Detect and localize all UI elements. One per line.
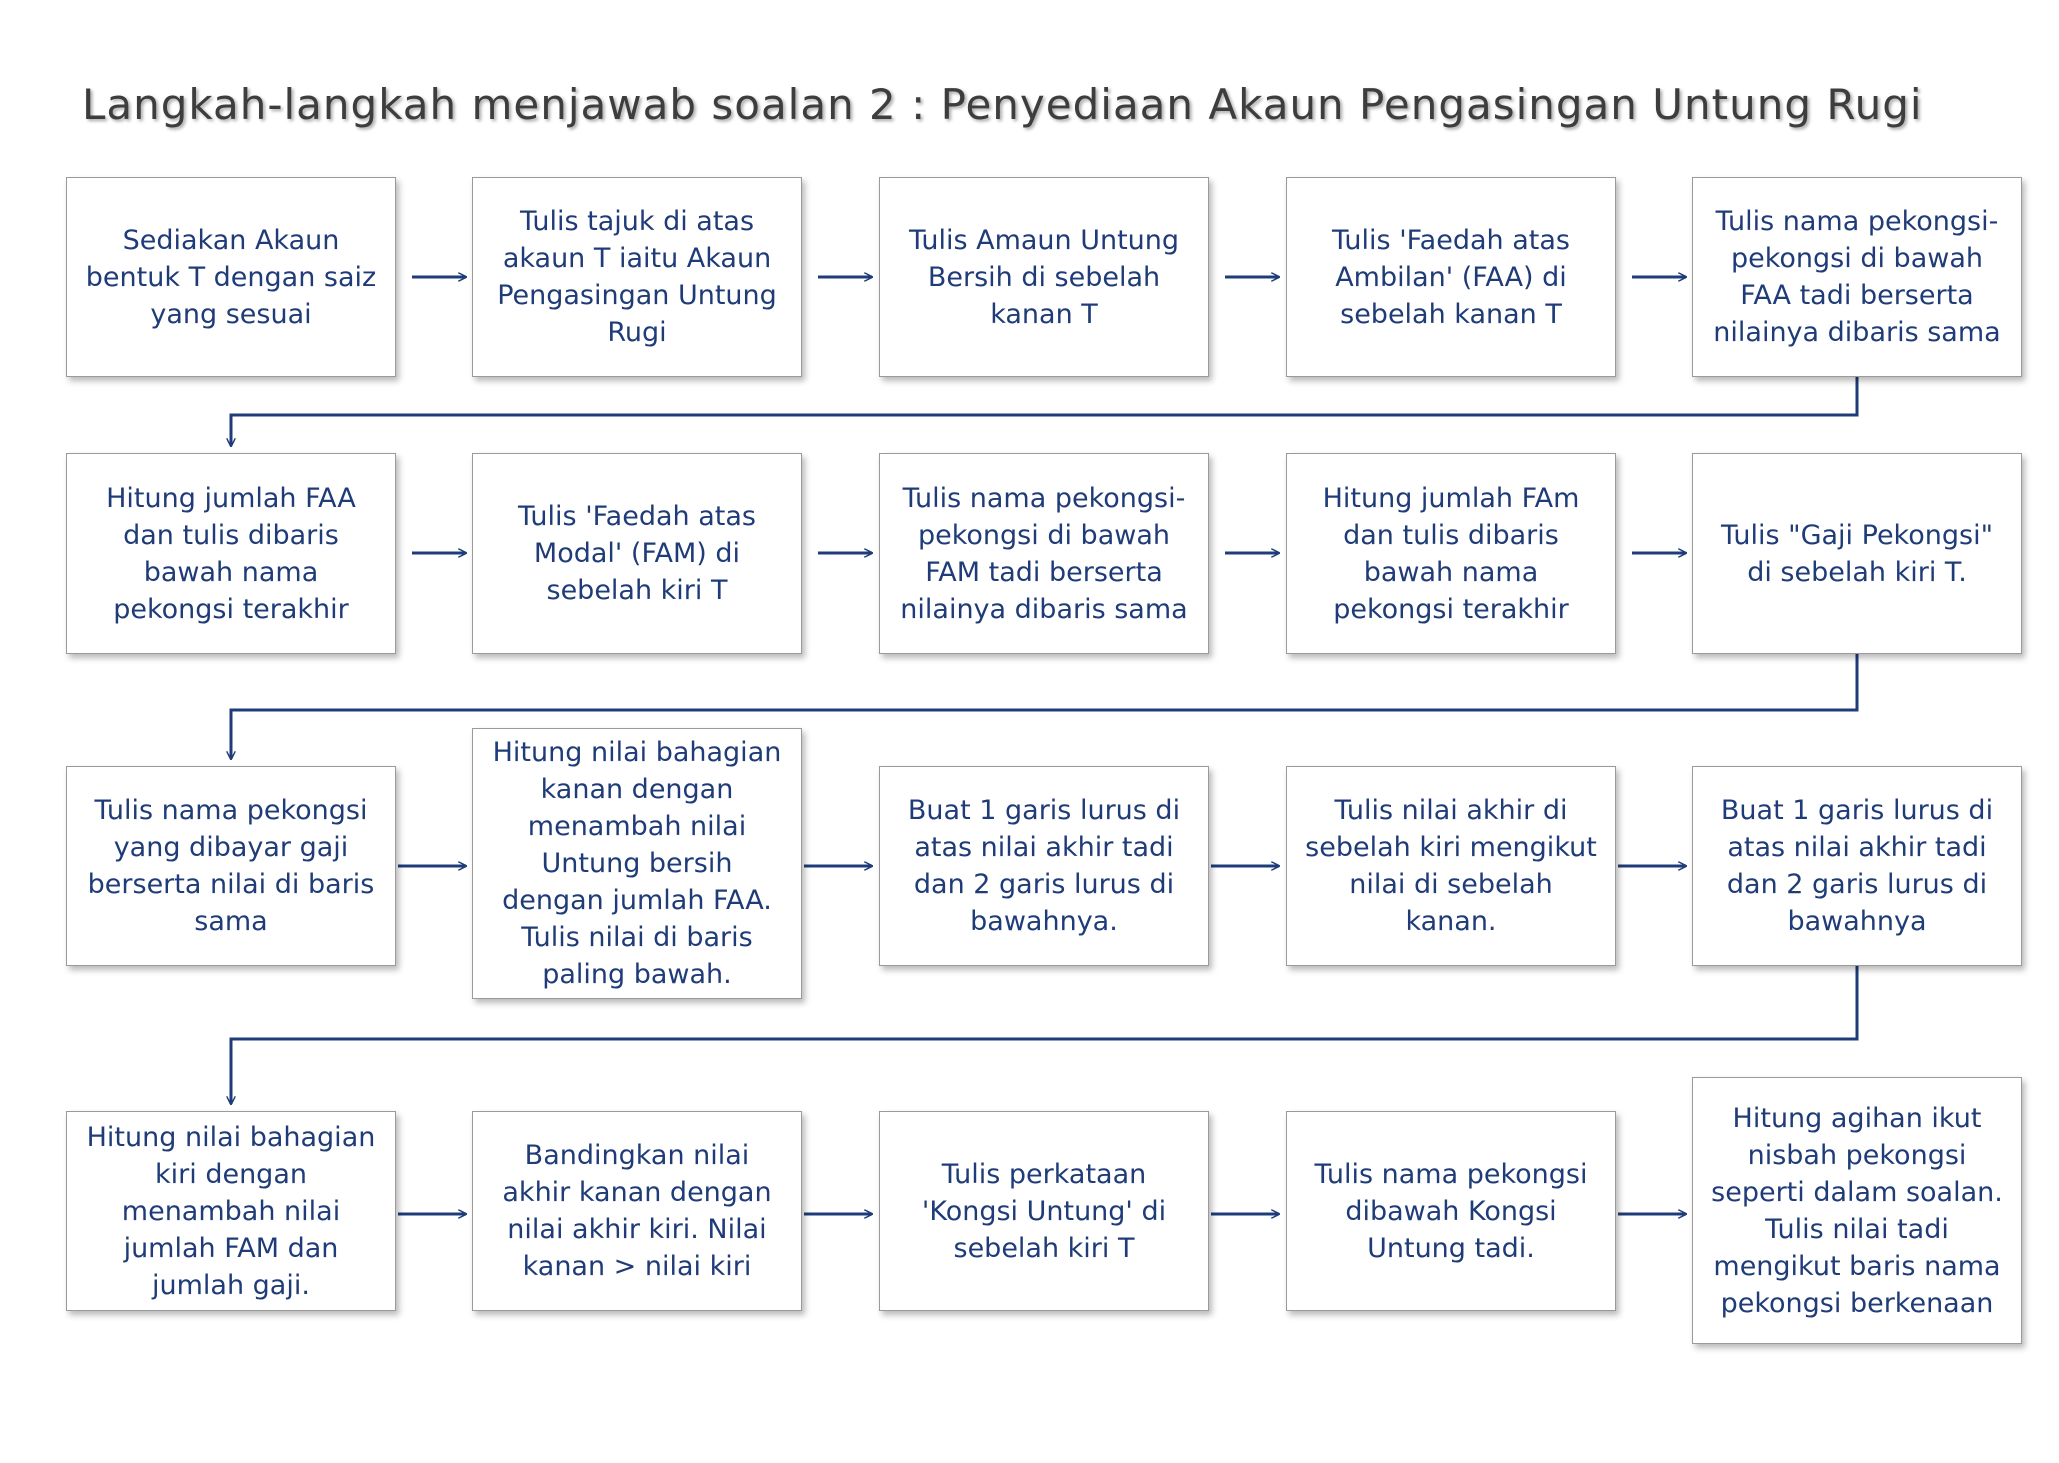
step-text: Tulis tajuk di atas akaun T iaitu Akaun Pengasingan Untung Rugi	[497, 206, 777, 348]
step-text: Hitung nilai bahagian kanan dengan menambah nilai Untung bersih dengan jumlah FAA. Tulis nilai di baris paling bawah.	[492, 737, 782, 990]
step-text: Tulis nilai akhir di sebelah kiri mengikut nilai di sebelah kanan.	[1305, 795, 1597, 937]
step-text: Tulis nama pekongsi yang dibayar gaji berserta nilai di baris sama	[87, 795, 375, 937]
step-box-17	[472, 1111, 802, 1311]
step-box-13	[879, 766, 1209, 966]
step-text: Sediakan Akaun bentuk T dengan saiz yang sesuai	[85, 224, 377, 330]
step-text: Buat 1 garis lurus di atas nilai akhir tadi dan 2 garis lurus di bawahnya.	[907, 795, 1181, 937]
step-text: Hitung nilai bahagian kiri dengan menambah nilai jumlah FAM dan jumlah gaji.	[86, 1121, 376, 1301]
step-box-19	[1286, 1111, 1616, 1311]
step-text: Buat 1 garis lurus di atas nilai akhir tadi dan 2 garis lurus di bawahnya	[1720, 795, 1994, 937]
step-box-5	[1692, 177, 2022, 377]
step-text: Tulis perkataan 'Kongsi Untung' di sebelah kiri T	[921, 1158, 1167, 1264]
step-box-2	[472, 177, 802, 377]
step-box-4	[1286, 177, 1616, 377]
step-box-8	[879, 453, 1209, 654]
step-box-6	[66, 453, 396, 654]
step-text: Hitung agihan ikut nisbah pekongsi seperti dalam soalan. Tulis nilai tadi mengikut baris nama pekongsi berkenaan	[1711, 1102, 2003, 1319]
step-box-16	[66, 1111, 396, 1311]
step-text: Bandingkan nilai akhir kanan dengan nilai akhir kiri. Nilai kanan > nilai kiri	[502, 1140, 772, 1282]
page-title: Langkah-langkah menjawab soalan 2 : Penyediaan Akaun Pengasingan Untung Rugi	[82, 80, 1923, 129]
step-box-15	[1692, 766, 2022, 966]
step-text: Tulis "Gaji Pekongsi" di sebelah kiri T.	[1721, 519, 1993, 588]
step-text: Tulis 'Faedah atas Ambilan' (FAA) di sebelah kanan T	[1332, 224, 1570, 330]
step-text: Hitung jumlah FAA dan tulis dibaris bawah nama pekongsi terakhir	[106, 482, 356, 625]
step-box-3	[879, 177, 1209, 377]
step-box-9	[1286, 453, 1616, 654]
step-box-11	[66, 766, 396, 966]
step-text: Tulis Amaun Untung Bersih di sebelah kanan T	[908, 224, 1180, 330]
step-box-1	[66, 177, 396, 377]
step-box-14	[1286, 766, 1616, 966]
connector-row1-row2	[231, 377, 1857, 446]
step-text: Hitung jumlah FAm dan tulis dibaris bawah nama pekongsi terakhir	[1322, 482, 1580, 625]
step-box-20	[1692, 1077, 2022, 1344]
step-box-18	[879, 1111, 1209, 1311]
step-text: Tulis nama pekongsi dibawah Kongsi Untung tadi.	[1314, 1158, 1588, 1264]
step-text: Tulis nama pekongsi- pekongsi di bawah FAM tadi berserta nilainya dibaris sama	[900, 482, 1188, 625]
step-text: Tulis nama pekongsi- pekongsi di bawah FAA tadi berserta nilainya dibaris sama	[1713, 206, 2001, 348]
step-box-12	[472, 728, 802, 999]
step-box-7	[472, 453, 802, 654]
step-text: Tulis 'Faedah atas Modal' (FAM) di sebelah kiri T	[518, 501, 756, 606]
step-box-10	[1692, 453, 2022, 654]
